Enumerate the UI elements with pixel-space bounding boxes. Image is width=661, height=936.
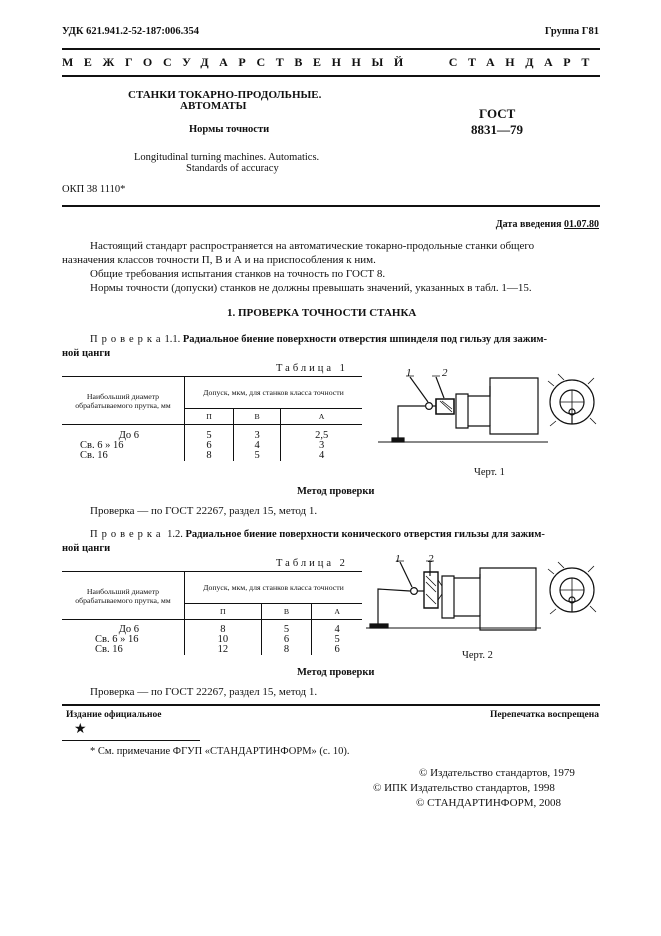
- okp-code: ОКП 38 1110*: [62, 184, 126, 195]
- fig2-label-1: 1: [395, 553, 401, 565]
- figure-2: [366, 550, 600, 640]
- title-en-1: Longitudinal turning machines. Automatics.: [134, 152, 320, 163]
- check1-title-b: ной цанги: [62, 348, 111, 359]
- banner-rule: [62, 75, 600, 77]
- check2-title-b: ной цанги: [62, 543, 111, 554]
- table-cell: 6: [261, 635, 312, 645]
- table-cell: 4: [319, 450, 325, 461]
- table-cell: 2,5: [315, 430, 329, 441]
- table-cell: 6: [334, 644, 340, 655]
- table-row: [62, 635, 362, 645]
- table-cell: 4: [334, 624, 340, 635]
- star-mark: ★: [74, 722, 87, 737]
- copyright-2: © ИПК Издательство стандартов, 1998: [373, 782, 555, 794]
- gost-label: ГОСТ: [479, 106, 516, 121]
- title-rule: [62, 205, 600, 207]
- table1-class-v: В: [234, 409, 281, 425]
- copyright-1: © Издательство стандартов, 1979: [419, 767, 575, 779]
- copyright-3: © СТАНДАРТИНФОРМ, 2008: [416, 797, 561, 809]
- table2-class-a: А: [312, 604, 362, 620]
- table-cell: 6: [185, 441, 234, 451]
- gost-number: 8831—79: [471, 122, 523, 137]
- check1-prefix: Проверка: [90, 334, 165, 345]
- table1-range: Св. 16: [62, 451, 185, 461]
- intro-p1a: Настоящий стандарт распространяется на автоматические токарно-продольные станки общего: [90, 240, 535, 252]
- table2-range: Св. 6 » 16: [62, 635, 185, 645]
- check2-title-a: Радиальное биение поверхности конического отверстия гильзы для зажим-: [185, 529, 545, 540]
- section-heading: 1. ПРОВЕРКА ТОЧНОСТИ СТАНКА: [227, 307, 417, 319]
- intro-p1b: назначения классов точности П, В и А и на приспособления к ним.: [62, 254, 376, 266]
- fig2-label-2: 2: [428, 553, 434, 565]
- table-row: [62, 431, 362, 441]
- table-cell: 4: [234, 441, 281, 451]
- table-row: [62, 451, 362, 461]
- table2-class-v: В: [261, 604, 312, 620]
- table-cell: 5: [261, 625, 312, 635]
- intro-p2: Общие требования испытания станков на точность по ГОСТ 8.: [90, 268, 386, 280]
- table1-label: Таблица 1: [276, 363, 348, 374]
- table1-tol-head: Допуск, мкм, для станков класса точности: [185, 377, 363, 409]
- title-sub: Нормы точности: [189, 124, 270, 135]
- udk-code: УДК 621.941.2-52-187:006.354: [62, 26, 199, 37]
- fig1-label-1: 1: [406, 367, 412, 379]
- official-edition: Издание официальное: [66, 710, 162, 720]
- check2-title: [90, 529, 545, 540]
- table-row: [62, 441, 362, 451]
- title-en-2: Standards of accuracy: [186, 163, 279, 174]
- table1-class-a: А: [281, 409, 362, 425]
- table2-label: Таблица 2: [276, 558, 348, 569]
- effective-date-label: Дата введения: [495, 219, 562, 230]
- method1-text: Проверка — по ГОСТ 22267, раздел 15, метод 1.: [90, 505, 318, 517]
- title-line-1: СТАНКИ ТОКАРНО-ПРОДОЛЬНЫЕ.: [128, 89, 322, 101]
- effective-date: [496, 219, 599, 230]
- table-cell: 3: [234, 431, 281, 441]
- table-cell: 8: [185, 451, 234, 461]
- table2-col-head: Наибольший диаметр обрабатываемого прутка, мм: [62, 572, 185, 620]
- standard-banner: МЕЖГОСУДАРСТВЕННЫЙ СТАНДАРТ: [62, 55, 600, 69]
- table-cell: 5: [234, 451, 281, 461]
- table2-range: Св. 16: [62, 645, 185, 655]
- table-cell: 12: [185, 645, 262, 655]
- table-cell: 5: [185, 431, 234, 441]
- table2-tol-head: Допуск, мкм, для станков класса точности: [185, 572, 363, 604]
- table1-range: До 6: [62, 431, 185, 441]
- table-cell: 8: [261, 645, 312, 655]
- effective-date-value: 01.07.80: [564, 219, 599, 230]
- footnote: * См. примечание ФГУП «СТАНДАРТИНФОРМ» (с. 10).: [90, 746, 350, 757]
- table1-class-p: П: [185, 409, 234, 425]
- table2-range: До 6: [62, 625, 185, 635]
- figure-2-caption: Черт. 2: [462, 650, 493, 661]
- check1-title: [90, 334, 547, 345]
- table1-range: Св. 6 » 16: [62, 441, 185, 451]
- check2-num: 1.2.: [167, 529, 183, 540]
- method2-text: Проверка — по ГОСТ 22267, раздел 15, метод 1.: [90, 686, 318, 698]
- figure-1-caption: Черт. 1: [474, 467, 505, 478]
- figure-1: [378, 366, 600, 456]
- table1-col-head: Наибольший диаметр обрабатываемого прутка, мм: [62, 377, 185, 425]
- check2-prefix: Проверка: [90, 529, 165, 540]
- table-2: [62, 571, 362, 655]
- group-code: Группа Г81: [544, 26, 599, 37]
- table-row: [62, 625, 362, 635]
- fig1-label-2: 2: [442, 367, 448, 379]
- method2-title: Метод проверки: [297, 667, 375, 678]
- footnote-rule: [62, 740, 200, 741]
- table2-class-p: П: [185, 604, 262, 620]
- table-cell: 5: [334, 634, 340, 645]
- check1-num: 1.1.: [164, 334, 181, 345]
- intro-p3: Нормы точности (допуски) станков не должны превышать значений, указанных в табл. 1—15.: [90, 282, 532, 294]
- footer-rule: [62, 704, 600, 706]
- table-1: [62, 376, 362, 461]
- header-rule: [62, 48, 600, 50]
- method1-title: Метод проверки: [297, 486, 375, 497]
- table-row: [62, 645, 362, 655]
- check1-title-a: Радиальное биение поверхности отверстия шпинделя под гильзу для зажим-: [182, 334, 548, 345]
- table-cell: 3: [319, 440, 325, 451]
- table-cell: 10: [185, 635, 262, 645]
- reprint-notice: Перепечатка воспрещена: [489, 710, 599, 720]
- table-cell: 8: [185, 625, 262, 635]
- title-line-2: АВТОМАТЫ: [180, 100, 247, 112]
